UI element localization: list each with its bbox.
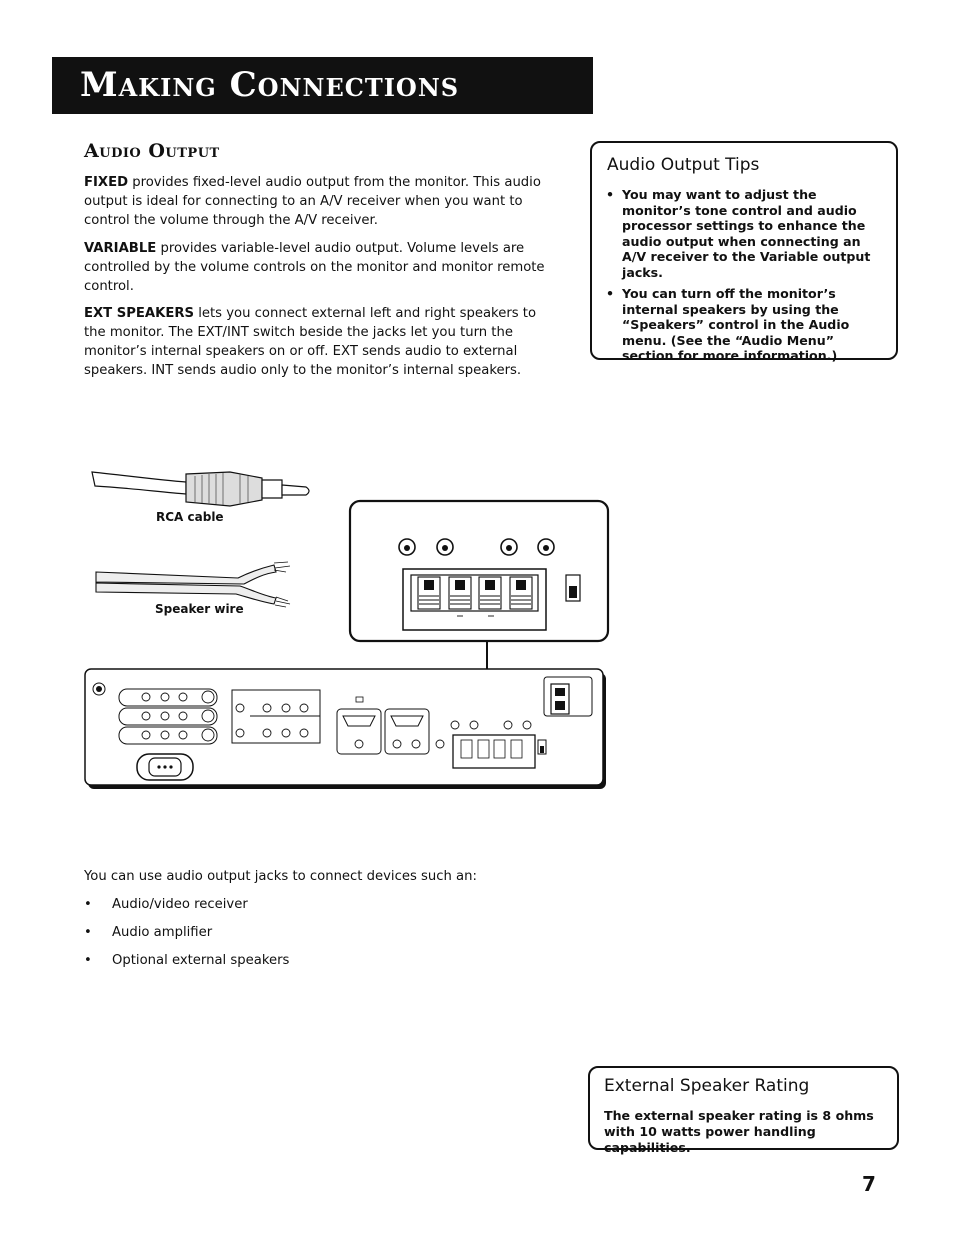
tip-item: • You can turn off the monitor’s internal speakers by using the “Speakers” control in the Audio menu. (See the “Audio Menu” section for more information.)	[606, 286, 850, 363]
rca-cable-illustration	[92, 472, 309, 506]
page-title: Making Connections	[80, 65, 460, 105]
ext-speakers-term: EXT SPEAKERS	[84, 306, 195, 321]
speaker-wire-illustration	[96, 562, 290, 607]
fixed-text: provides fixed-level audio output from the monitor. This audio output is ideal for connecting to an A/V receiver when you want to control the volume through the A/V receiver.	[84, 175, 541, 228]
list-item: • Audio amplifier	[84, 925, 213, 940]
section-heading: Audio Output	[84, 140, 220, 162]
uses-list	[84, 897, 289, 981]
uses-intro: You can use audio output jacks to connect devices such an:	[84, 869, 477, 884]
rca-cable-label: RCA cable	[156, 510, 224, 524]
speaker-wire-label: Speaker wire	[155, 602, 244, 616]
fixed-term: FIXED	[84, 175, 129, 190]
external-rating-title: External Speaker Rating	[604, 1076, 810, 1096]
bullet: •	[606, 286, 615, 301]
variable-text: provides variable-level audio output. Volume levels are controlled by the volume controls on the monitor and monitor remote control.	[84, 241, 545, 294]
ext-speakers-text: lets you connect external left and right speakers to the monitor. The EXT/INT switch beside the jacks let you turn the monitor’s internal speakers on or off. EXT sends audio to external speakers. INT sends audio only to the monitor’s internal speakers.	[84, 306, 537, 378]
variable-term: VARIABLE	[84, 241, 157, 256]
tips-title: Audio Output Tips	[607, 155, 760, 175]
tip-item: • You may want to adjust the monitor’s tone control and audio processor settings to enhance the audio output when connecting an A/V receiver to the Variable output jacks.	[606, 187, 871, 280]
bullet: •	[606, 187, 615, 202]
list-item: • Optional external speakers	[84, 953, 290, 968]
page-number: 7	[862, 1172, 876, 1196]
monitor-back-panel	[85, 669, 606, 789]
list-item: • Audio/video receiver	[84, 897, 248, 912]
audio-jack-panel-zoom	[350, 501, 608, 641]
external-speaker-rating-box	[588, 1066, 899, 1155]
external-rating-text: The external speaker rating is 8 ohms with 10 watts power handling capabilities.	[604, 1108, 874, 1155]
